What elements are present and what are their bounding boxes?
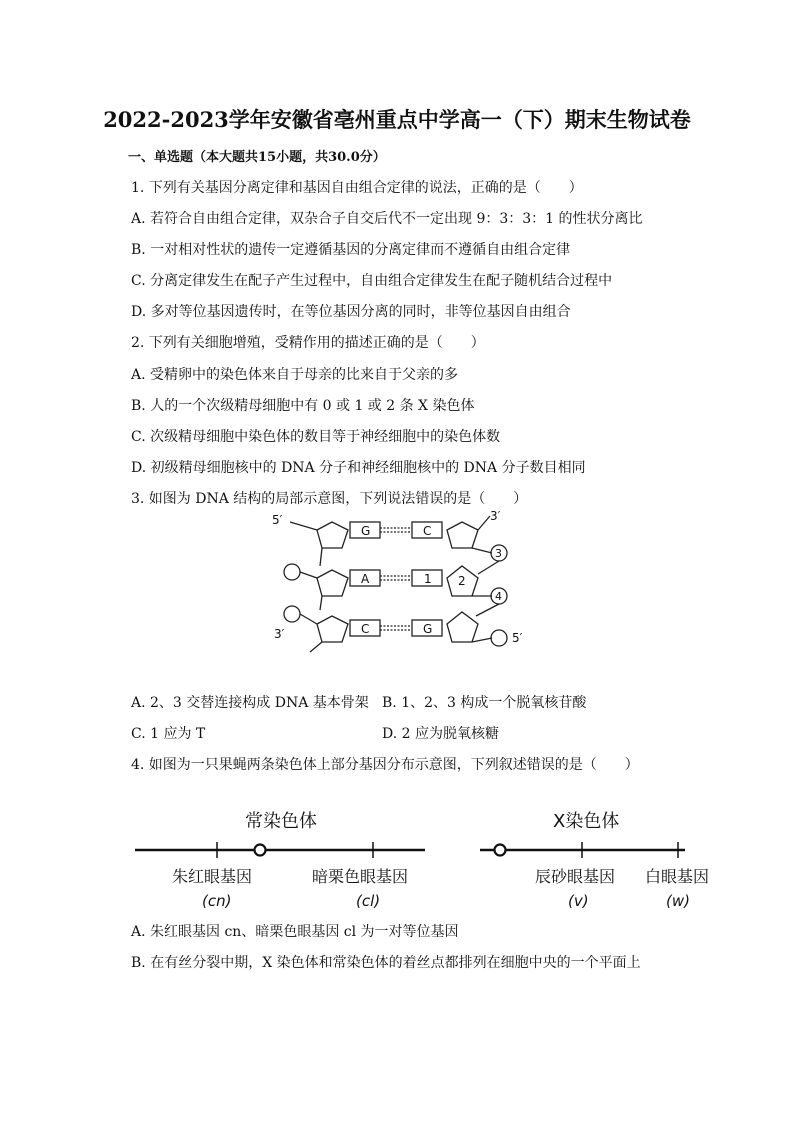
gene-w-symbol: (w) <box>666 892 690 910</box>
dna-num-3: 3 <box>495 547 502 560</box>
q4-option-a[interactable]: A. 朱红眼基因 cn、暗栗色眼基因 cl 为一对等位基因 <box>131 924 459 940</box>
q1-stem: 1. 下列有关基因分离定律和基因自由组合定律的说法，正确的是（ ） <box>131 180 583 196</box>
gene-v-name: 辰砂眼基因 <box>535 867 616 886</box>
q4-option-b[interactable]: B. 在有丝分裂中期，X 染色体和常染色体的着丝点都排列在细胞中央的一个平面上 <box>131 955 641 971</box>
dna-sugar-pentagon-1 <box>317 522 348 548</box>
gene-w-name: 白眼基因 <box>645 867 710 886</box>
dna-structure-figure <box>262 508 532 658</box>
chromosome-gene-figure <box>130 800 730 915</box>
q1-option-a[interactable]: A. 若符合自由组合定律，双杂合子自交后代不一定出现 9：3：3：1 的性状分离比 <box>131 211 643 227</box>
dna-base-c1: C <box>423 524 432 538</box>
dna-phosphate-left-1 <box>284 564 300 580</box>
q1-option-c[interactable]: C. 分离定律发生在配子产生过程中，自由组合定律发生在配子随机结合过程中 <box>131 273 613 289</box>
dna-label-3p-bottom: 3′ <box>274 627 285 641</box>
x-centromere <box>495 845 506 856</box>
autosome-title: 常染色体 <box>245 811 317 832</box>
q2-option-c[interactable]: C. 次级精母细胞中染色体的数目等于神经细胞中的染色体数 <box>131 429 501 445</box>
q1-option-b[interactable]: B. 一对相对性状的遗传一定遵循基因的分离定律而不遵循自由组合定律 <box>131 242 571 258</box>
dna-phosphate-bottom-right <box>491 630 507 646</box>
exam-title: 2022-2023学年安徽省亳州重点中学高一（下）期末生物试卷 <box>103 107 691 132</box>
dna-base-g2: G <box>423 622 433 636</box>
q2-stem: 2. 下列有关细胞增殖，受精作用的描述正确的是（ ） <box>131 335 485 351</box>
gene-cl-name: 暗栗色眼基因 <box>312 867 409 886</box>
q3-option-d[interactable]: D. 2 应为脱氧核糖 <box>382 726 499 742</box>
dna-base-g1: G <box>361 524 371 538</box>
section-heading: 一、单选题（本大题共15小题，共30.0分） <box>128 150 386 165</box>
dna-label-5p-top: 5′ <box>272 513 283 527</box>
dna-sugar-pentagon-2 <box>447 522 478 548</box>
dna-base-a: A <box>361 572 370 586</box>
gene-cn-symbol: (cn) <box>202 892 232 910</box>
dna-sugar-pentagon-5 <box>317 616 348 642</box>
q2-option-d[interactable]: D. 初级精母细胞核中的 DNA 分子和神经细胞核中的 DNA 分子数目相同 <box>131 460 586 476</box>
q1-option-d[interactable]: D. 多对等位基因遗传时，在等位基因分离的同时，非等位基因自由组合 <box>131 304 571 320</box>
q4-stem: 4. 如图为一只果蝇两条染色体上部分基因分布示意图，下列叙述错误的是（ ） <box>131 757 639 773</box>
autosome-centromere <box>255 845 266 856</box>
dna-phosphate-left-2 <box>284 606 300 622</box>
dna-base-c2: C <box>361 622 370 636</box>
q3-option-a[interactable]: A. 2、3 交替连接构成 DNA 基本骨架 <box>131 695 369 711</box>
gene-v-symbol: (v) <box>568 892 589 910</box>
gene-cn-name: 朱红眼基因 <box>172 867 253 886</box>
dna-num-4: 4 <box>495 590 502 603</box>
dna-sugar-pentagon-6 <box>447 612 478 642</box>
q2-option-b[interactable]: B. 人的一个次级精母细胞中有 0 或 1 或 2 条 X 染色体 <box>131 398 475 414</box>
dna-base-1: 1 <box>424 572 432 586</box>
q3-option-b[interactable]: B. 1、2、3 构成一个脱氧核苷酸 <box>382 695 587 711</box>
x-chromosome-title: X染色体 <box>553 811 620 832</box>
gene-cl-symbol: (cl) <box>356 892 381 910</box>
q3-option-c[interactable]: C. 1 应为 T <box>131 726 206 742</box>
q3-stem: 3. 如图为 DNA 结构的局部示意图，下列说法错误的是（ ） <box>131 491 528 507</box>
dna-num-2: 2 <box>458 574 466 588</box>
dna-label-3p-top: 3′ <box>490 509 501 523</box>
q2-option-a[interactable]: A. 受精卵中的染色体来自于母亲的比来自于父亲的多 <box>131 367 459 383</box>
dna-sugar-pentagon-3 <box>317 570 348 596</box>
dna-label-5p-bottom: 5′ <box>512 631 523 645</box>
